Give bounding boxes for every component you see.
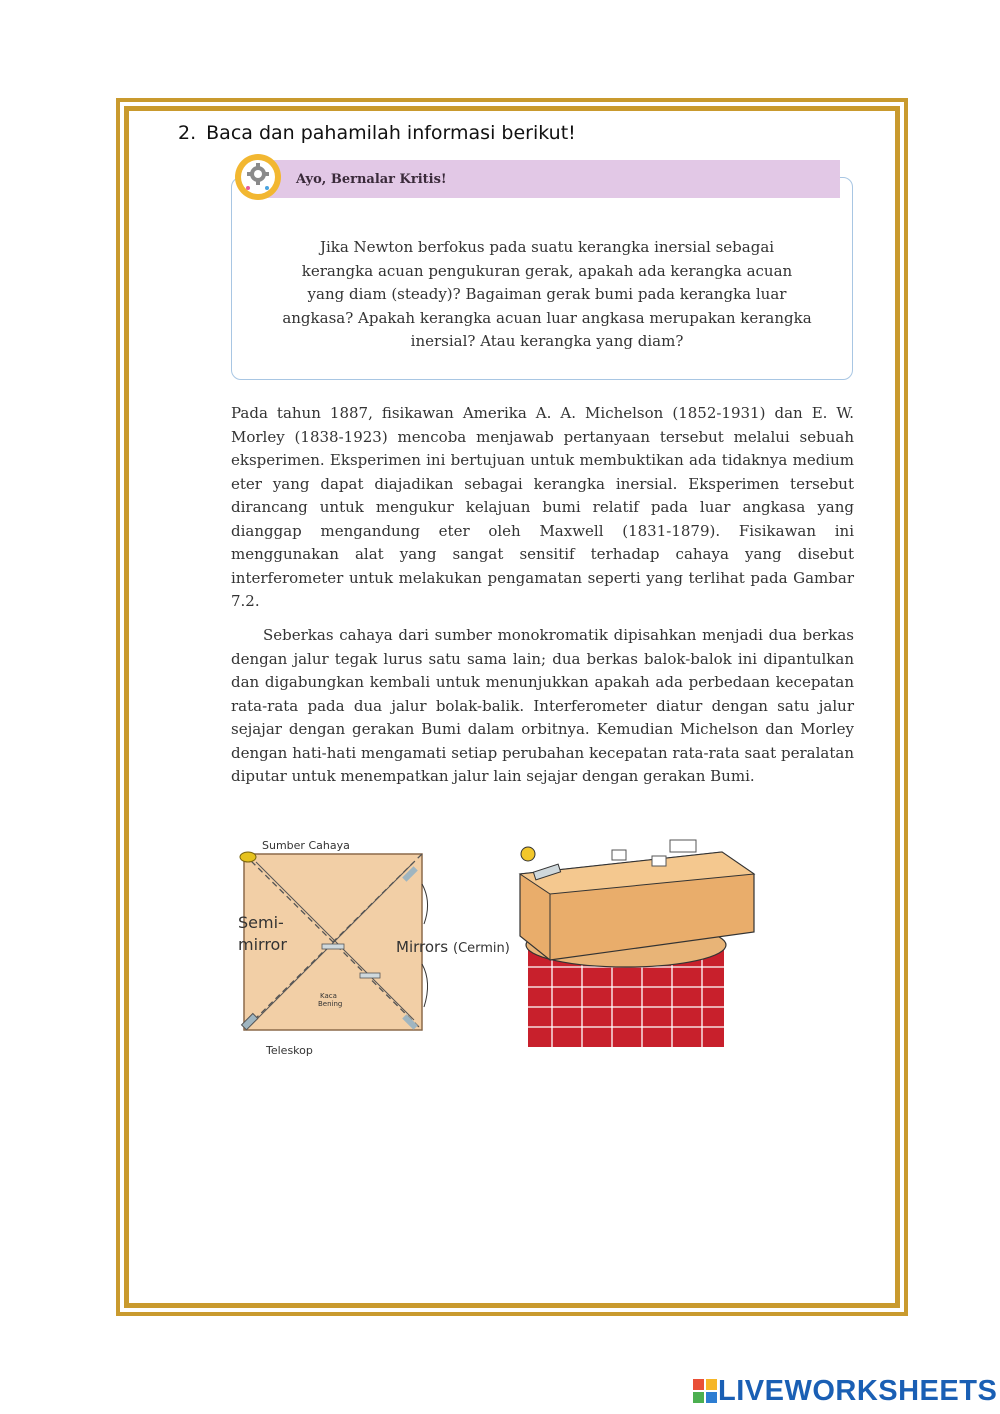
liveworksheets-logo-icon xyxy=(692,1378,718,1404)
label-kaca: Kaca xyxy=(320,992,337,1000)
label-source: Sumber Cahaya xyxy=(262,839,350,852)
label-semi: Semi- xyxy=(238,913,284,932)
label-cermin: (Cermin) xyxy=(453,941,510,956)
label-mirror: mirror xyxy=(238,935,287,954)
question-title xyxy=(178,122,586,144)
liveworksheets-logo[interactable] xyxy=(692,1376,997,1406)
callout-title: Ayo, Bernalar Kritis! xyxy=(296,172,447,187)
paragraph-1: Pada tahun 1887, fisikawan Amerika A. A. Michelson (1852-1931) dan E. W. Morley (1838-1923) mencoba menjawab pertanyaan tersebut melalui sebuah eksperimen. Eksperimen ini bertujuan untuk membuktikan ada tidaknya medium eter yang dapat diajadikan sebagai kerangka inersial. Eksperimen tersebut dirancang untuk mengukur kelajuan bumi relatif pada luar angkasa yang dianggap mengandung eter oleh Maxwell (1831-1879). Fisikawan ini menggunakan alat yang sangat sensitif terhadap cahaya yang disebut interferometer untuk melakukan pengamatan seperti yang terlihat pada Gambar 7.2. xyxy=(231,404,854,610)
interferometer-figure xyxy=(232,832,772,1077)
liveworksheets-brand: LIVEWORKSHEETS xyxy=(718,1374,998,1407)
interferometer-diagram xyxy=(238,839,510,1057)
paragraph-2: Seberkas cahaya dari sumber monokromatik dipisahkan menjadi dua berkas dengan jalur tegak lurus satu sama lain; dua berkas balok-balok ini dipantulkan dan digabungkan kembali untuk menunjukkan apakah ada perbedaan kecepatan rata-rata pada dua jalur bolak-balik. Interferometer diatur dengan satu jalur sejajar dengan gerakan Bumi dalam orbitnya. Kemudian Michelson dan Morley dengan hati-hati mengamati setiap perubahan kecepatan rata-rata saat peralatan diputar untuk menempatkan jalur lain sejajar dengan gerakan Bumi. xyxy=(231,626,854,785)
question-instruction: Baca dan pahamilah informasi berikut! xyxy=(206,122,576,144)
label-mirrors: Mirrors xyxy=(396,938,449,956)
question-number: 2. xyxy=(178,122,197,144)
gear-icon xyxy=(233,152,283,202)
apparatus-illustration xyxy=(520,840,754,1047)
label-bening: Bening xyxy=(318,1000,343,1008)
callout-body: Jika Newton berfokus pada suatu kerangka inersial sebagai kerangka acuan pengukuran gerak, apakah ada kerangka acuan yang diam (steady)? Bagaiman gerak bumi pada kerangka luar angkasa? Apakah kerangka acuan luar angkasa merupakan kerangka inersial? Atau kerangka yang diam? xyxy=(282,238,812,350)
label-teleskop: Teleskop xyxy=(266,1044,313,1057)
